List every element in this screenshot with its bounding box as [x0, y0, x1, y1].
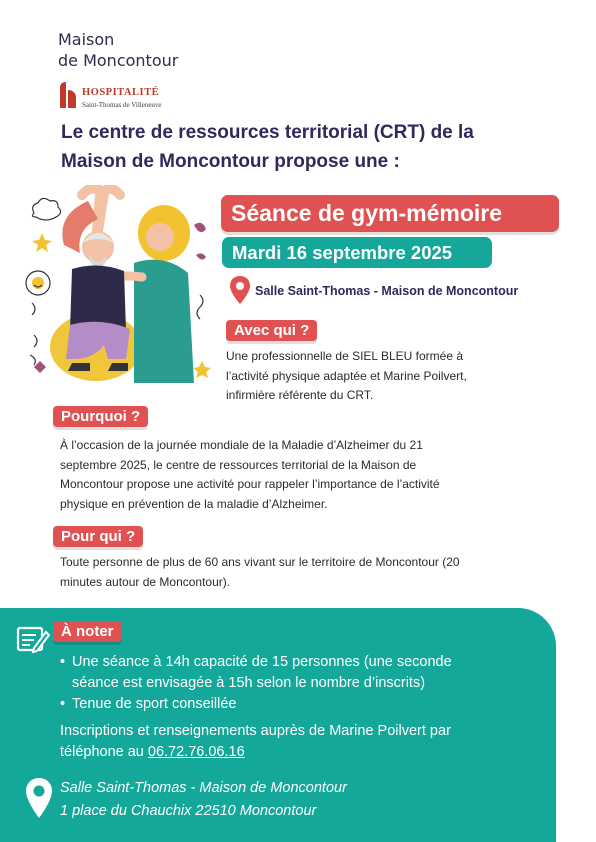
location-pin-icon — [230, 276, 250, 304]
bullet-item — [60, 694, 540, 715]
pour-qui-text — [60, 553, 460, 592]
event-date: Mardi 16 septembre 2025 — [232, 242, 453, 263]
address-pin-icon — [26, 778, 52, 818]
event-title-pill — [221, 195, 559, 232]
bullet-item — [60, 652, 540, 694]
phone-link[interactable]: 06.72.76.06.16 — [147, 744, 245, 760]
bullet1-line2: séance est envisagée à 15h selon le nombre d’inscrits) — [72, 675, 426, 691]
address-line1: Salle Saint-Thomas - Maison de Moncontour — [60, 780, 347, 796]
illustration-gym — [24, 185, 220, 390]
event-title: Séance de gym-mémoire — [231, 200, 503, 226]
pourquoi-line: À l’occasion de la journée mondiale de la Maladie d’Alzheimer du 21 — [60, 438, 423, 452]
pour-qui-heading: Pour qui ? — [53, 526, 143, 547]
pour-qui-line: minutes autour de Moncontour). — [60, 574, 231, 589]
pour-qui-line: Toute personne de plus de 60 ans vivant sur le territoire de Moncontour (20 — [60, 555, 460, 569]
intro-line2: Maison de Moncontour propose une : — [61, 151, 400, 172]
pourquoi-text — [60, 436, 440, 514]
hospitalite-name: HOSPITALITÉ — [82, 87, 160, 98]
intro-line1: Le centre de ressources territorial (CRT) de la — [61, 122, 474, 143]
note-pencil-icon — [16, 624, 50, 654]
a-noter-content — [60, 652, 540, 763]
event-location: Salle Saint-Thomas - Maison de Moncontour — [255, 284, 519, 298]
bullet1-line1: • Une séance à 14h capacité de 15 personnes (une seconde — [72, 654, 452, 670]
pourquoi-line: physique en prévention de la maladie d’Alzheimer. — [60, 496, 328, 511]
hospitalite-sub: Saint-Thomas de Villeneuve — [82, 101, 162, 109]
avec-qui-text — [226, 347, 467, 406]
pourquoi-line: septembre 2025, le centre de ressources territorial de la Maison de — [60, 457, 417, 472]
bullet2: • Tenue de sport conseillée — [72, 696, 237, 712]
a-noter-heading: À noter — [53, 621, 122, 642]
avec-qui-heading: Avec qui ? — [226, 320, 317, 341]
inscription-prefix: téléphone au — [60, 744, 148, 760]
address-line2: 1 place du Chauchix 22510 Moncontour — [60, 803, 317, 819]
event-date-pill — [222, 237, 492, 268]
avec-qui-line: infirmière référente du CRT. — [226, 388, 374, 402]
pourquoi-line: Moncontour propose une activité pour rappeler l’importance de l’activité — [60, 477, 440, 491]
inscription-line1: Inscriptions et renseignements auprès de Marine Poilvert par — [60, 723, 451, 739]
org-name-line1: Maison — [58, 30, 115, 49]
hospitalite-logo-icon — [58, 82, 78, 108]
org-name-line2: de Moncontour — [58, 51, 179, 70]
inscription-line2 — [60, 742, 540, 763]
pourquoi-heading: Pourquoi ? — [53, 406, 148, 427]
avec-qui-line: l’activité physique adaptée et Marine Poilvert, — [226, 368, 467, 383]
avec-qui-line: Une professionnelle de SIEL BLEU formée à — [226, 349, 464, 363]
